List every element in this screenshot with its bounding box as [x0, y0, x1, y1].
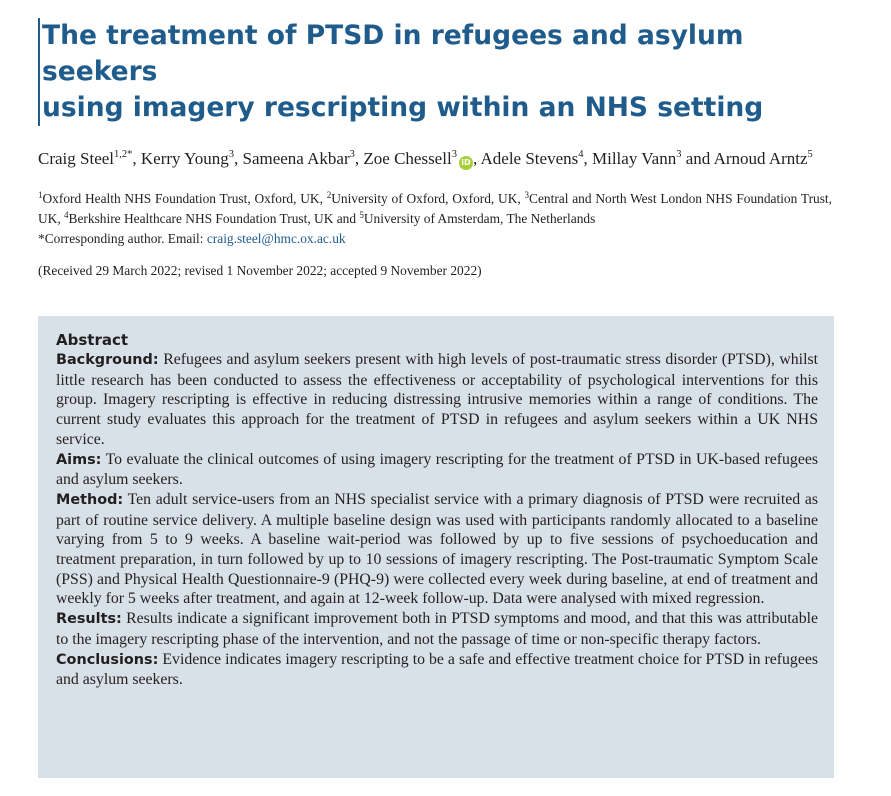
affil-sup: 1 — [38, 190, 43, 200]
abstract-section-background — [56, 350, 818, 450]
author-affil-sup: 3 — [228, 149, 234, 160]
affil-text: Berkshire Healthcare NHS Foundation Trust, UK and — [68, 211, 360, 226]
affil-sup: 2 — [326, 190, 332, 200]
abstract-box — [38, 316, 834, 778]
abstract-section-method — [56, 490, 818, 609]
orcid-icon[interactable]: iD — [459, 156, 473, 170]
section-text: Results indicate a significant improvement both in PTSD symptoms and mood, and that this was attributable to the imagery rescripting phase of the intervention, and not the passage of time or non-specific therapy factors. — [56, 610, 818, 648]
section-text: Ten adult service-users from an NHS specialist service with a primary diagnosis of PTSD were recruited as part of routine service delivery. A multiple baseline design was used with participants randomly allocated to a baseline varying from 5 to 9 weeks. A baseline wait-period was followed by up to five sessions of psychoeducation and treatment preparation, in turn followed by up to 10 sessions of imagery rescripting. The Post-traumatic Symptom Scale (PSS) and Physical Health Questionnaire-9 (PHQ-9) were collected every week during baseline, at end of treatment and weekly for 5 weeks after treatment, and again at 12-week follow-up. Data were analysed with mixed regression. — [56, 490, 818, 608]
author-name: Sameena Akbar — [242, 149, 350, 168]
section-heading: Results: — [56, 611, 122, 628]
section-text: Evidence indicates imagery rescripting to be a safe and effective treatment choice for PTSD in refugees and asylum seekers. — [56, 650, 818, 689]
author-affil-sup: 3 — [676, 149, 682, 160]
author-affil-sup: 4 — [578, 149, 584, 160]
affil-text: University of Oxford, Oxford, UK, — [331, 191, 525, 206]
title-line: The treatment of PTSD in refugees and asylum seekers — [42, 20, 744, 87]
affil-sup: 3 — [524, 190, 530, 200]
section-heading: Background: — [56, 352, 159, 368]
abstract-section-aims — [56, 450, 818, 490]
section-heading: Method: — [56, 491, 124, 508]
author-name: Zoe Chessell — [363, 149, 452, 168]
author-affil-sup: 3 — [349, 149, 355, 160]
author-name: Adele Stevens — [480, 149, 579, 168]
section-text: To evaluate the clinical outcomes of using imagery rescripting for the treatment of PTSD in UK-based refugees and asylum seekers. — [56, 450, 819, 489]
author-name: Millay Vann — [591, 149, 677, 168]
article-title — [38, 18, 832, 126]
affil-sup: 4 — [64, 210, 69, 220]
received-dates: (Received 29 March 2022; revised 1 November 2022; accepted 9 November 2022) — [38, 263, 482, 278]
section-text: Refugees and asylum seekers present with high levels of post-traumatic stress disorder (PTSD), whilst little research has been conducted to assess the effectiveness or acceptability of psychological interventions for this group. Imagery rescripting is effective in reducing distressing intrusive memories within a range of conditions. The current study evaluates this approach for the treatment of PTSD in refugees and asylum seekers within a UK NHS service. — [56, 351, 818, 448]
affil-text: Central and North West London NHS Foundation Trust, UK, — [38, 191, 833, 226]
article-header — [38, 18, 832, 281]
author-list: Craig Steel$^{1,2*}$, Kerry Young$^3$, Sameena Akbar$^3$, Zoe Chessell$^3$iD , Adele Stevens$^4$, Millay Vann$^3$ and Arnoud Arntz$^5$ — [38, 149, 813, 168]
section-heading: Conclusions: — [56, 651, 159, 668]
abstract-section-conclusions — [56, 650, 818, 690]
author-name: Arnoud Arntz — [713, 149, 808, 168]
author-name: Craig Steel — [38, 149, 115, 168]
author-conjunction: and — [685, 149, 711, 168]
corresponding-label: *Corresponding author. Email: — [38, 231, 207, 246]
author-name: Kerry Young — [140, 149, 229, 168]
affil-text: University of Amsterdam, The Netherlands — [363, 211, 596, 226]
affil-text: Oxford Health NHS Foundation Trust, Oxford, UK, — [42, 191, 327, 206]
corresponding-author — [38, 229, 832, 249]
author-affil-sup: 3 — [451, 149, 457, 160]
author-affil-sup: 1,2* — [114, 149, 133, 160]
title-line: using imagery rescripting within an NHS setting — [42, 92, 764, 123]
author-email-link[interactable]: craig.steel@hmc.ox.ac.uk — [206, 231, 346, 246]
abstract-title: Abstract — [56, 331, 129, 349]
affiliations — [38, 189, 832, 229]
section-heading: Aims: — [56, 451, 102, 468]
abstract-section-results — [56, 609, 818, 649]
author-affil-sup: 5 — [807, 149, 813, 160]
affil-sup: 5 — [359, 210, 364, 220]
